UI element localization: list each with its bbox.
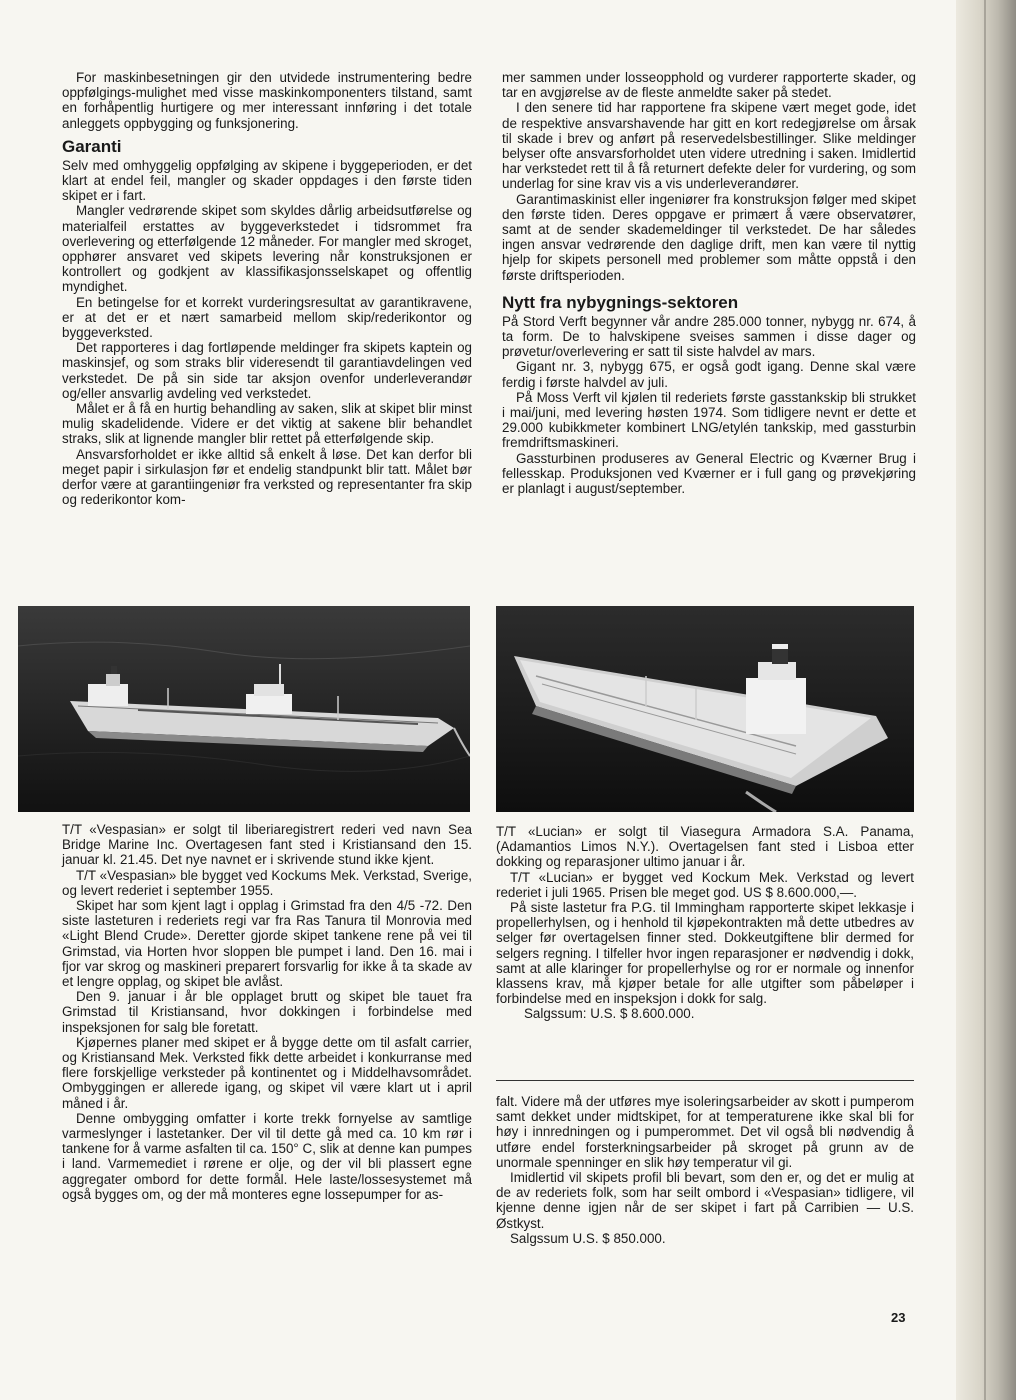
section-heading-nybygnings: Nytt fra nybygnings-sektoren <box>502 292 739 312</box>
paragraph: Skipet har som kjent lagt i opplag i Grimstad fra den 4/5 -72. Den siste lasteturen i rederiets regi var fra Ras Tanura til Monrovia med «Light Blend Crude». Deretter gjorde skipet tankene rene på vei til Grimstad, via Horten hvor sloppen ble pumpet i land. Den 16. mai i fjor var skrog og maskineri preparert forsvarlig for ikke å ta skade av et lengre opplag, og skipet ble avlåst. <box>62 898 472 990</box>
sale-sum-lucian: Salgssum: U.S. $ 8.600.000. <box>524 1006 695 1022</box>
paragraph: falt. Videre må der utføres mye isoleringsarbeider av skott i pumperom samt dekket under midtskipet, for at temperaturene ikke skal bli for høy i innredningen og i pumperommet. Det vil også bli nødvendig å utføre endel forsterkningsarbeider på skroget på grunn av de unormale spenninger en slik høy temperatur vil gi. <box>496 1094 914 1170</box>
section-heading-garanti: Garanti <box>62 136 122 156</box>
ship-illustration-icon <box>496 606 914 812</box>
paragraph: Imidlertid vil skipets profil bli bevart, som den er, og det er mulig at de av rederiets folk, som har seilt ombord i «Vespasian» tidligere, vil kjenne denne igjen når de ser skipet i fart på Carribien — U.S. Østkyst. <box>496 1170 914 1231</box>
paragraph: På Stord Verft begynner vår andre 285.000 tonner, nybygg nr. 674, å ta form. De to halvskipene sveises sammen i disse dager og prøvetur/overlevering er satt til siste halvdel av mars. <box>502 313 916 360</box>
paragraph: Ansvarsforholdet er ikke alltid så enkelt å løse. Det kan derfor bli meget papir i sirkulasjon før et endelig standpunkt blir tatt. Målet bør derfor være at garantiingeniør fra verksted og representanter fra skip og rederikontor kom- <box>62 446 472 508</box>
paragraph: Mangler vedrørende skipet som skyldes dårlig arbeidsutførelse og materialfeil erstattes av byggeverkstedet i tidsrommet fra overlevering og etterfølgende 12 måneder. For mangler med skroget, opphører ansvaret ved skipets levering når konstruksjonen er kontrollert og godkjent av klassifikasjonsselskapet og offentlig myndighet. <box>62 203 472 295</box>
column-right-top <box>502 70 916 496</box>
ship-illustration-icon <box>18 606 470 812</box>
tanker-photo-vespasian <box>18 606 470 812</box>
page-fold-line <box>984 0 986 1400</box>
tanker-photo-lucian <box>496 606 914 812</box>
paragraph: Selv med omhyggelig oppfølging av skipene i byggeperioden, er det klart at endel feil, mangler og skader oppdages i den første tiden skipet er i fart. <box>62 157 472 204</box>
paragraph: Denne ombygging omfatter i korte trekk fornyelse av samtlige varmeslynger i lastetanker. Der vil til dette gå med ca. 10 km rør i tankene for å varme asfalten til ca. 150° C, slik at denne kan pumpes i land. Varmemediet i rørene er olje, og der vil bli plassert egne aggregater ombord for dette formål. Hele laste/lossesystemet må også bygges om, og der må monteres egne lossepumper for as- <box>62 1110 472 1202</box>
paragraph: Garantimaskinist eller ingeniører fra konstruksjon følger med skipet den første tiden. Deres oppgave er primært å være observatører, samt at de sender skademeldinger til verkstedet. De har således ingen ansvar vedrørende den daglige drift, men kan være til nyttig hjelp for skipets personell med problemer som måtte oppstå i den første driftsperioden. <box>502 191 916 283</box>
caption-lucian: T/T «Lucian» er solgt til Viasegura Armadora S.A. Panama, (Adamantios Limos N.Y.). Overtagelsen fant sted i Lisboa etter dokking og reparasjoner ultimo januar i år. <box>496 824 914 870</box>
paragraph: En betingelse for et korrekt vurderingsresultat av garantikravene, er at det er et nært samarbeid mellom skip/rederikontor og byggeverksted. <box>62 294 472 341</box>
paragraph: T/T «Lucian» er bygget ved Kockum Mek. Verkstad og levert rederiet i juli 1965. Prisen ble meget god. US $ 8.600.000,—. <box>496 869 914 900</box>
paragraph: mer sammen under losseopphold og vurderer rapporterte skader, og tar en avgjørelse av de fleste anmeldte saker på stedet. <box>502 70 916 101</box>
paragraph: På siste lastetur fra P.G. til Immingham rapporterte skipet lekkasje i propellerhylsen, og i henhold til kjøpekontrakten må dette utbedres av selger før overtagelsen finner sted. Dokkeutgiftene blir dermed for selgers regning. I tilfeller hvor ingen reparasjoner er nødvendig i dokk, samt at alle klaringer for propellerhylse og ror er normale og innenfor klassens krav, må kjøper betale for alle utgifter som påbeløper i forbindelse med en inspeksjon i dokk for salg. <box>496 900 914 1007</box>
paragraph: Det rapporteres i dag fortløpende meldinger fra skipets kaptein og maskinsjef, og som straks blir videresendt til garantiavdelingen ved verkstedet. De på sin side tar aksjon ovenfor underleverandør og/eller ansvarlig avdeling ved verkstedet. <box>62 340 472 401</box>
paragraph: Salgssum U.S. $ 850.000. <box>510 1230 666 1246</box>
page-edge-shadow <box>956 0 1016 1400</box>
page-number: 23 <box>891 1310 906 1325</box>
paragraph: På Moss Verft vil kjølen til rederiets første gasstankskip bli strukket i mai/juni, med levering høsten 1974. Som tidligere nevnt er dette et 29.000 kubikkmeter kombinert LNG/etylén tankskip, med gassturbin fremdriftsmaskineri. <box>502 389 916 451</box>
divider-rule <box>496 1080 914 1081</box>
paragraph: For maskinbesetningen gir den utvidede instrumentering bedre oppfølgings-mulighet med visse maskinkomponenters tilstand, samt en forhåpentlig hurtigere og mer interessant innføring i det totale anleggets oppbygging og funksjonering. <box>62 70 472 131</box>
column-left-top <box>62 70 472 507</box>
column-left-bottom <box>62 822 472 1202</box>
paragraph: Den 9. januar i år ble opplaget brutt og skipet ble tauet fra Grimstad til Kristiansand, hvor dokkingen i forbindelse med inspeksjonen for salg ble foretatt. <box>62 989 472 1035</box>
paragraph: Gassturbinen produseres av General Electric og Kværner Brug i fellesskap. Produksjonen ved Kværner er i full gang og prøvekjøring er planlagt i august/september. <box>502 450 916 497</box>
paragraph: T/T «Vespasian» ble bygget ved Kockums Mek. Verkstad, Sverige, og levert rederiet i september 1955. <box>62 867 472 898</box>
paragraph: I den senere tid har rapportene fra skipene vært meget gode, idet de respektive ansvarshavende har gitt en kort redegjørelse om årsak til skade i brev og anført på reservedelsbestillinger. Slike meldinger belyser ofte ansvarsforholdet uten videre utredning i saken. Imidlertid har verkstedet rett til å få returnert defekte deler for vurdering, og som underlag for sine krav vis a vis underleverandører. <box>502 100 916 192</box>
paragraph: Målet er å få en hurtig behandling av saken, slik at skipet blir minst mulig skadelidende. Videre er det viktig at sakene blir behandlet straks, slik at lignende mangler blir rettet på etterfølgende skip. <box>62 401 472 447</box>
caption-vespasian: T/T «Vespasian» er solgt til liberiaregistrert rederi ved navn Sea Bridge Marine Inc. Overtagesen fant sted i Kristiansand den 15. januar kl. 21.45. Det nye navnet er i skrivende stund ikke kjent. <box>62 822 472 868</box>
column-right-continuation <box>496 1094 914 1246</box>
paragraph: Kjøpernes planer med skipet er å bygge dette om til asfalt carrier, og Kristiansand Mek. Verksted fikk dette arbeidet i konkurranse med flere forskjellige verksteder på kontinentet og i Middelhavsområdet. Ombyggingen er allerede igang, og skipet vil være klart ut i april måned i år. <box>62 1034 472 1111</box>
column-right-bottom <box>496 824 914 1022</box>
paragraph: Gigant nr. 3, nybygg 675, er også godt igang. Denne skal være ferdig i første halvdel av juli. <box>502 359 916 390</box>
